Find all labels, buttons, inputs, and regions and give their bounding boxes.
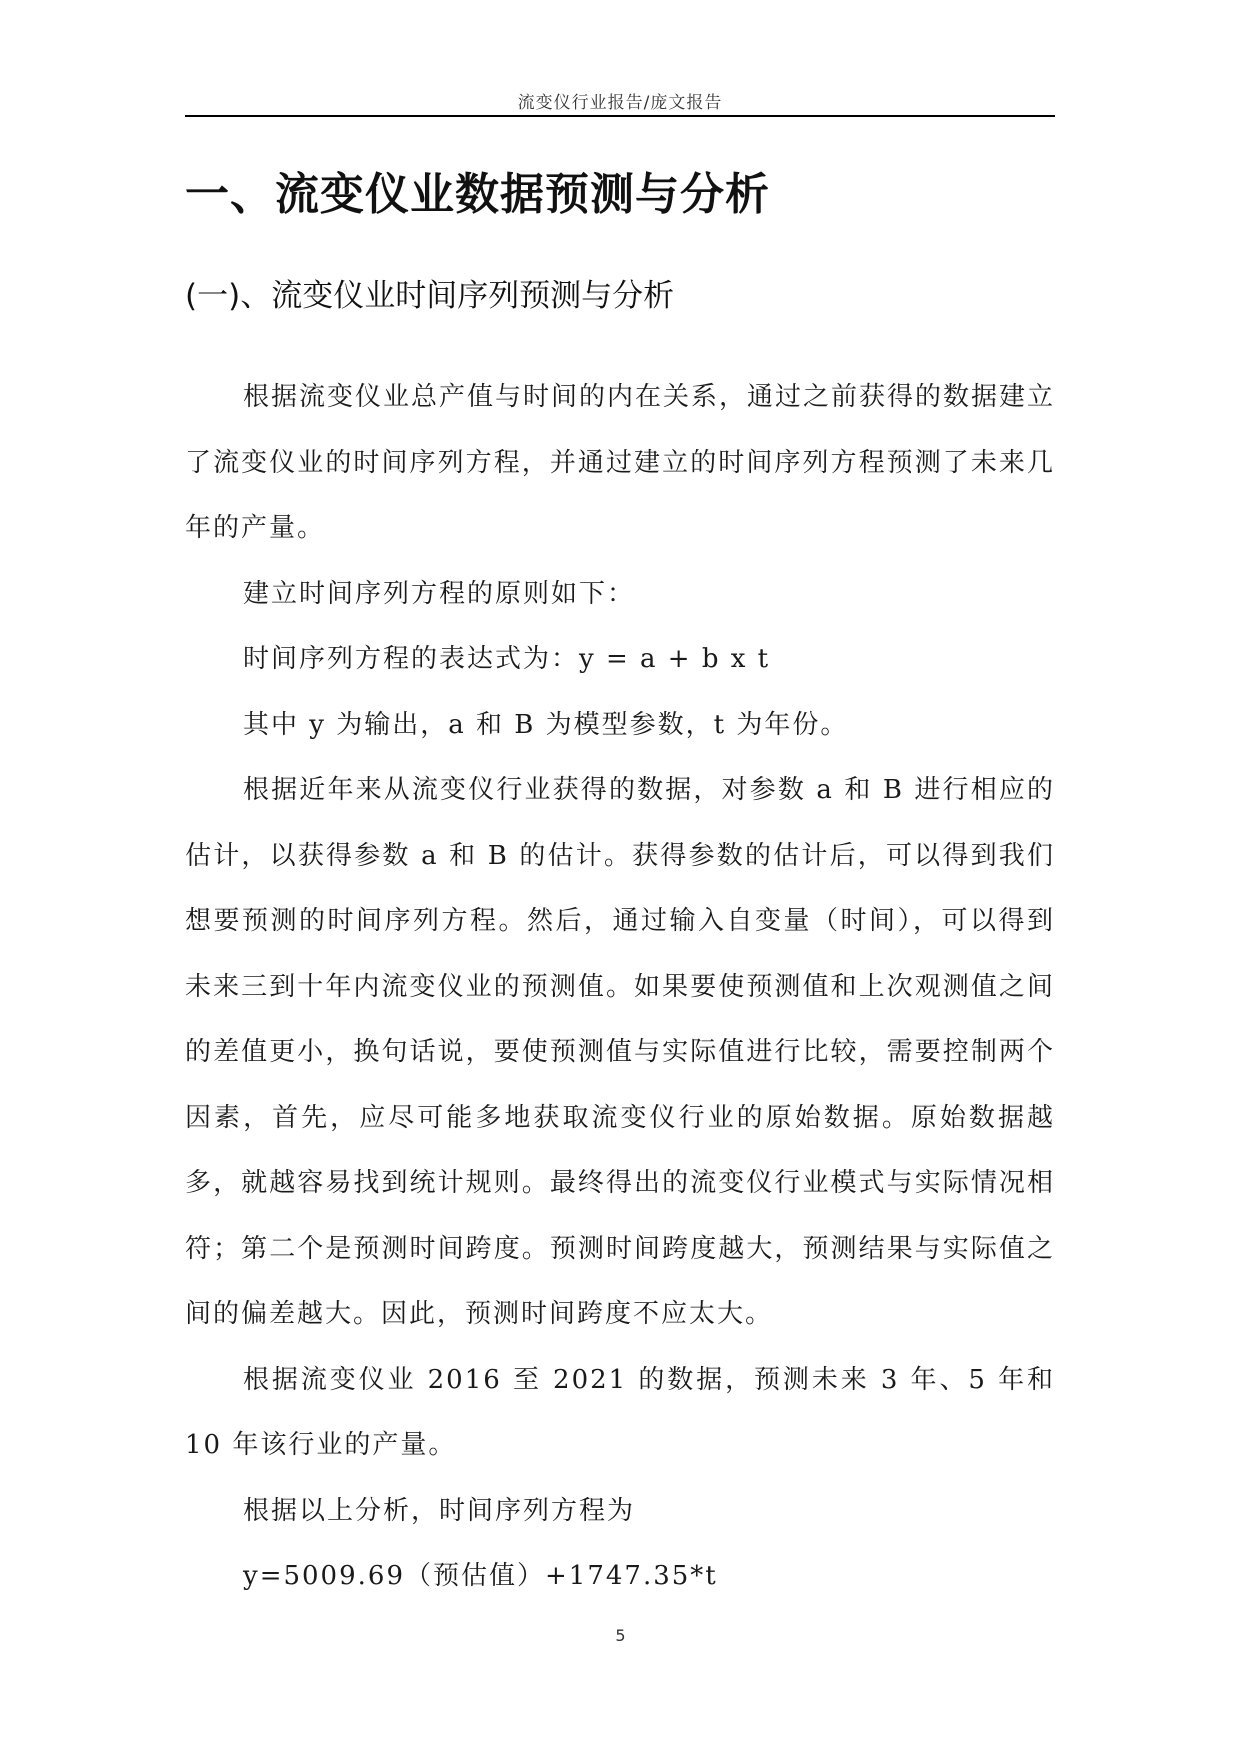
running-header: 流变仪行业报告/庞文报告 [517, 93, 723, 113]
header-divider [185, 115, 1055, 117]
paragraph-intro: 根据流变仪业总产值与时间的内在关系，通过之前获得的数据建立了流变仪业的时间序列方程，并通过建立的时间序列方程预测了未来几年的产量。 [185, 382, 1056, 543]
paragraph-result-intro: 根据以上分析，时间序列方程为 [243, 1495, 636, 1526]
paragraph-variables: 其中 y 为输出，a 和 B 为模型参数，t 为年份。 [243, 709, 849, 740]
paragraph-principle: 建立时间序列方程的原则如下： [243, 578, 636, 609]
paragraph-method: 根据近年来从流变仪行业获得的数据，对参数 a 和 B 进行相应的估计，以获得参数 a 和 B 的估计。获得参数的估计后，可以得到我们想要预测的时间序列方程。然后，通过输入自变量（时间），可以得到未来三到十年内流变仪业的预测值。如果要使预测值和上次观测值之间的差值更小，换句话说，要使预测值与实际值进行比较，需要控制两个因素，首先，应尽可能多地获取流变仪行业的原始数据。原始数据越多，就越容易找到统计规则。最终得出的流变仪行业模式与实际情况相符；第二个是预测时间跨度。预测时间跨度越大，预测结果与实际值之间的偏差越大。因此，预测时间跨度不应太大。 [185, 775, 1055, 1329]
paragraph-formula: 时间序列方程的表达式为：y = a + b x t [243, 644, 771, 674]
page-number: 5 [615, 1626, 626, 1645]
subsection-title: (一)、流变仪业时间序列预测与分析 [185, 278, 675, 314]
body-text [185, 365, 1055, 1610]
paragraph-equation: y=5009.69（预估值）+1747.35*t [243, 1561, 718, 1591]
section-title: 一、流变仪业数据预测与分析 [185, 169, 770, 220]
paragraph-data-range: 根据流变仪业 2016 至 2021 的数据，预测未来 3 年、5 年和 10 年该行业的产量。 [185, 1364, 1055, 1460]
